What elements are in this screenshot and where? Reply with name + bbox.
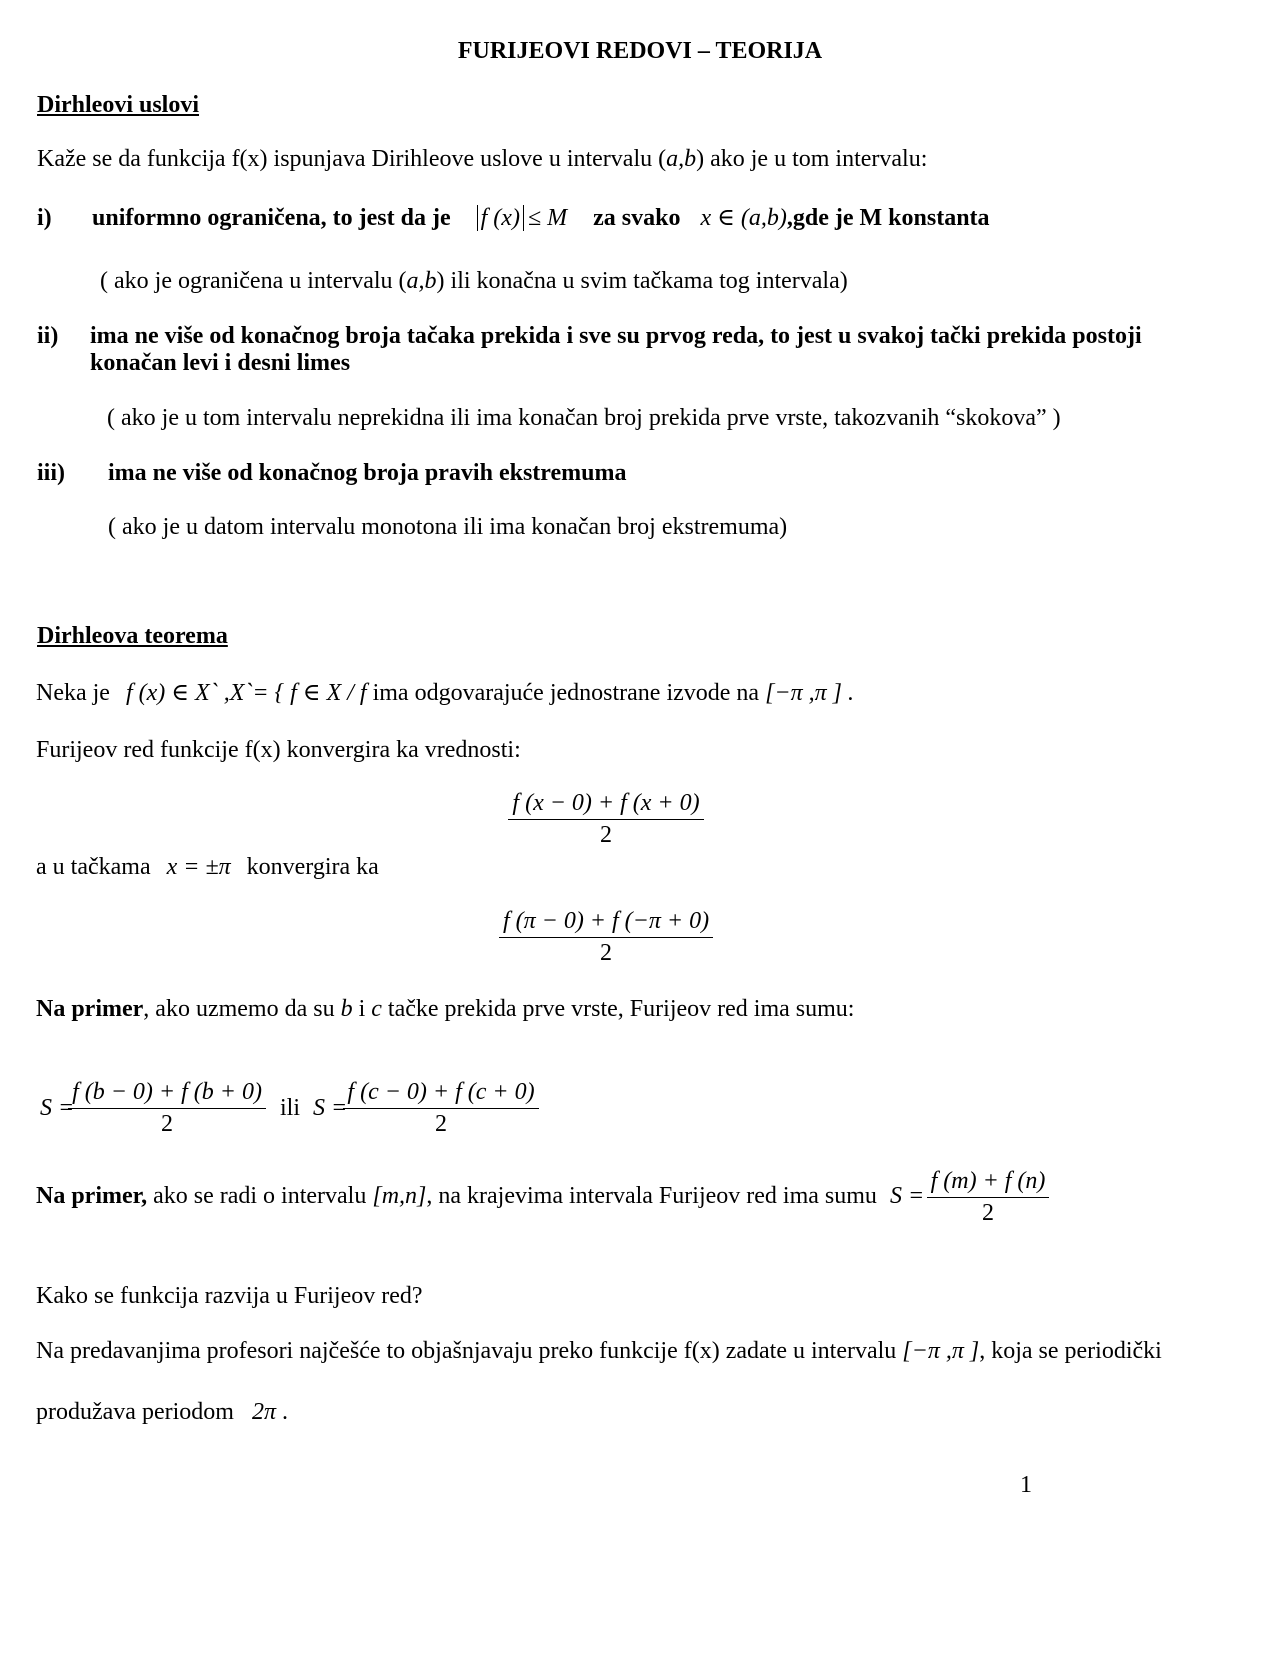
sum-label-b: S = bbox=[40, 1095, 75, 1121]
fraction-denominator: 2 bbox=[600, 940, 612, 966]
lecture-text-line2 bbox=[36, 1399, 288, 1426]
example-2-interval: [m,n] bbox=[372, 1183, 427, 1209]
lecture-interval: [−π ,π ] bbox=[902, 1338, 980, 1364]
variable-b: b bbox=[340, 996, 353, 1022]
fraction-sum-mn bbox=[926, 1168, 1050, 1227]
theorem-interval: [−π ,π ] . bbox=[765, 680, 855, 706]
condition-ii-note: ( ako je u tom intervalu neprekidna ili ima konačan broj prekida prve vrste, takozvanih “skokova” ) bbox=[107, 405, 1061, 431]
fraction-endpoint-limits bbox=[502, 908, 710, 967]
condition-ii-text-line1: ima ne više od konačnog broja tačaka prekida i sve su prvog reda, to jest u svakoj tački prekida postoji bbox=[90, 323, 1142, 349]
period-text-b: . bbox=[281, 1399, 288, 1425]
condition-i-text-a: uniformno ograničena, to jest da je bbox=[92, 205, 451, 231]
intro-text-a: Kaže se da funkcija f(x) ispunjava Dirihleove uslove u intervalu ( bbox=[37, 146, 667, 172]
period-math: 2π bbox=[251, 1399, 276, 1425]
fraction-numerator: f (π − 0) + f (−π + 0) bbox=[499, 908, 713, 938]
sum-label-mn: S = bbox=[890, 1183, 925, 1209]
theorem-text-b: ima odgovarajuće jednostrane izvode na bbox=[372, 680, 760, 706]
fraction-sum-c bbox=[347, 1079, 535, 1138]
sum-label-c: S = bbox=[313, 1095, 348, 1121]
fraction-numerator: f (m) + f (n) bbox=[927, 1168, 1050, 1198]
condition-i-label: i) bbox=[37, 205, 52, 231]
or-text: ili bbox=[280, 1095, 301, 1121]
theorem-text-a: Neka je bbox=[36, 680, 110, 706]
question-text: Kako se funkcija razvija u Furijeov red? bbox=[36, 1283, 423, 1309]
example-2-label: Na primer, bbox=[36, 1183, 148, 1209]
condition-iii-label: iii) bbox=[37, 460, 65, 486]
lecture-text-b: , koja se periodički bbox=[979, 1338, 1162, 1364]
convergence-text: Furijeov red funkcije f(x) konvergira ka vrednosti: bbox=[36, 737, 521, 763]
condition-i-line bbox=[92, 203, 990, 232]
example-2-text-a: ako se radi o intervalu bbox=[153, 1183, 367, 1209]
condition-iii-note: ( ako je u datom intervalu monotona ili ima konačan broj ekstremuma) bbox=[108, 514, 788, 540]
condition-i-domain: x ∈ (a,b) bbox=[700, 205, 787, 231]
section-heading-dirhleova-teorema: Dirhleova teorema bbox=[37, 623, 228, 649]
example-1-text-b: tačke prekida prve vrste, Furijeov red ima sumu: bbox=[387, 996, 855, 1022]
example-1-label: Na primer bbox=[36, 996, 144, 1022]
condition-ii-label: ii) bbox=[37, 323, 59, 349]
section-heading-dirhleovi-uslovi: Dirhleovi uslovi bbox=[37, 92, 200, 118]
example-2-text-b: , na krajevima intervala Furijeov red ima sumu bbox=[426, 1183, 877, 1209]
intro-interval: a,b bbox=[666, 146, 697, 172]
fraction-average-limits bbox=[512, 790, 700, 849]
intro-text-b: ) ako je u tom intervalu: bbox=[696, 146, 928, 172]
intro-paragraph bbox=[37, 146, 927, 173]
fraction-numerator: f (c − 0) + f (c + 0) bbox=[343, 1079, 538, 1109]
fraction-denominator: 2 bbox=[161, 1111, 173, 1137]
endpoint-convergence-text bbox=[36, 854, 379, 881]
fraction-denominator: 2 bbox=[600, 822, 612, 848]
condition-ii-text-line2: konačan levi i desni limes bbox=[90, 350, 351, 376]
fraction-sum-b bbox=[72, 1079, 262, 1138]
fraction-numerator: f (x − 0) + f (x + 0) bbox=[508, 790, 703, 820]
fraction-numerator: f (b − 0) + f (b + 0) bbox=[68, 1079, 266, 1109]
lecture-text-line1 bbox=[36, 1338, 1162, 1365]
example-1-text bbox=[36, 996, 854, 1023]
condition-i-bound: ≤ M bbox=[527, 205, 568, 231]
fraction-denominator: 2 bbox=[982, 1200, 994, 1226]
page-title: FURIJEOVI REDOVI – TEORIJA bbox=[457, 38, 823, 64]
condition-i-abs-value: f (x) bbox=[477, 205, 524, 231]
fraction-denominator: 2 bbox=[435, 1111, 447, 1137]
variable-c: c bbox=[371, 996, 382, 1022]
condition-iii-text: ima ne više od konačnog broja pravih ekstremuma bbox=[108, 460, 627, 486]
lecture-text-a: Na predavanjima profesori najčešće to objašnjavaju preko funkcije f(x) zadate u intervalu bbox=[36, 1338, 897, 1364]
theorem-set-definition: f (x) ∈ X` ,X`= { f ∈ X / f bbox=[125, 680, 367, 706]
condition-i-note bbox=[100, 268, 848, 295]
condition-i-text-c: ,gde je M konstanta bbox=[786, 205, 990, 231]
conjunction-i: i bbox=[358, 996, 366, 1022]
condition-i-note-interval: a,b bbox=[406, 268, 437, 294]
condition-i-note-b: ) ili konačna u svim tačkama tog intervala) bbox=[436, 268, 848, 294]
endpoint-text-a: a u tačkama bbox=[36, 854, 151, 880]
condition-i-note-a: ( ako je ograničena u intervalu ( bbox=[100, 268, 407, 294]
endpoint-math: x = ±π bbox=[166, 854, 231, 880]
endpoint-text-b: konvergira ka bbox=[246, 854, 379, 880]
theorem-statement bbox=[36, 678, 854, 707]
page-number: 1 bbox=[1020, 1472, 1032, 1498]
condition-i-text-b: za svako bbox=[593, 205, 681, 231]
example-2-text bbox=[36, 1183, 877, 1210]
example-1-text-a: , ako uzmemo da su bbox=[143, 996, 335, 1022]
period-text-a: produžava periodom bbox=[36, 1399, 234, 1425]
